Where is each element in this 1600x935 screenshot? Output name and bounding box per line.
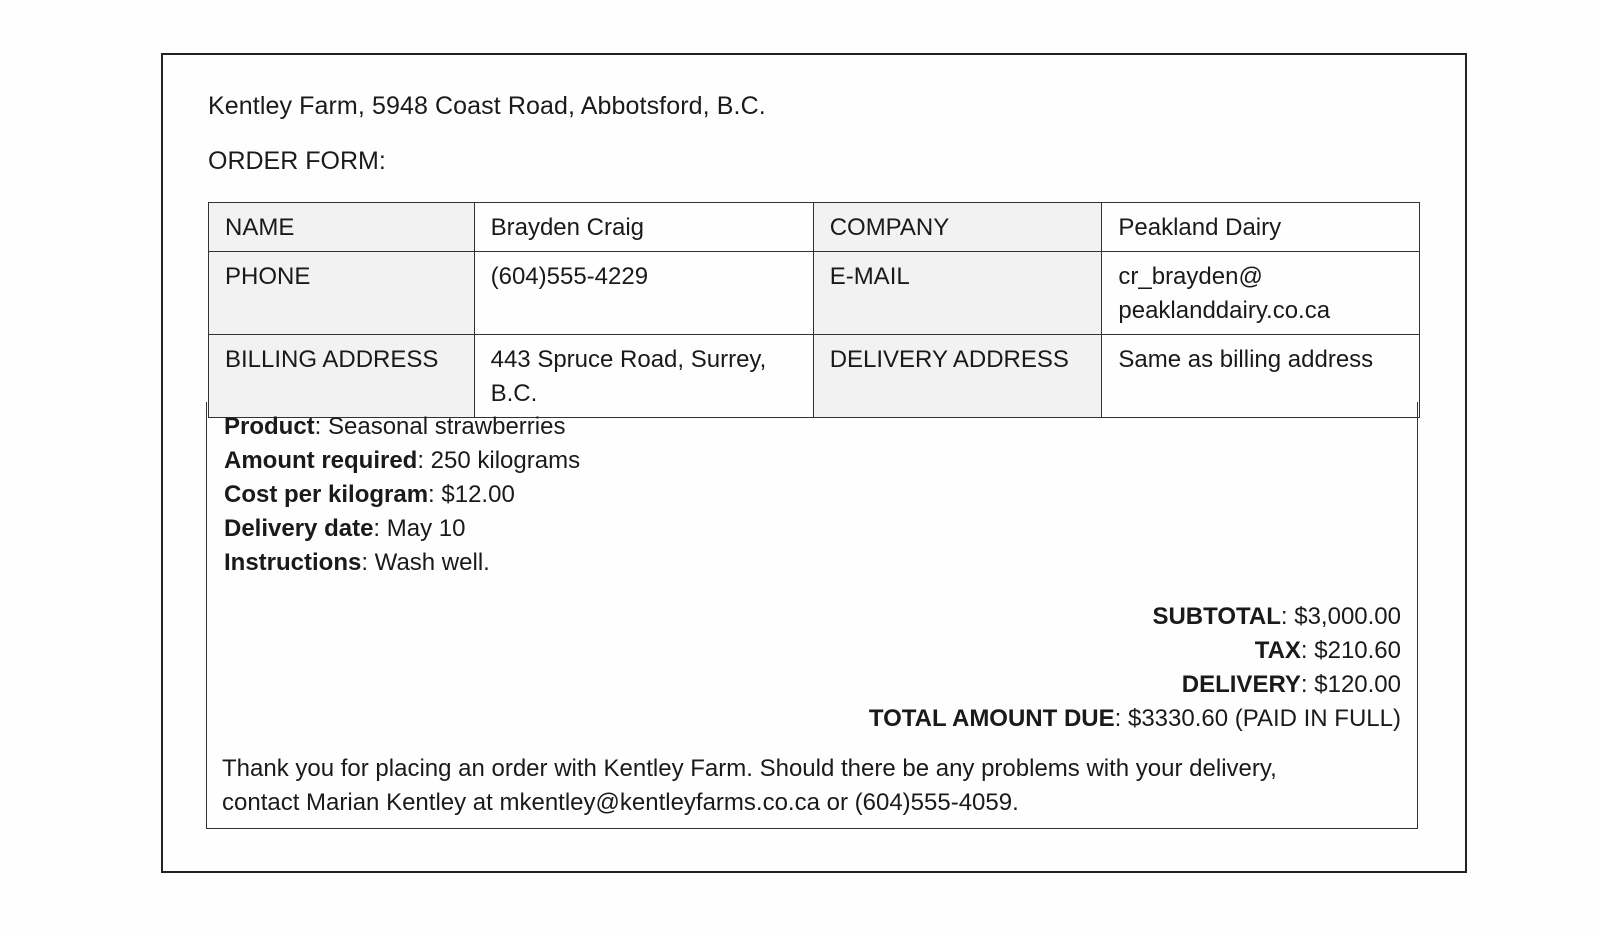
billing-address-label: BILLING ADDRESS [209,335,475,418]
product-line [224,410,580,444]
table-row [209,252,1420,335]
thank-you-line1: Thank you for placing an order with Kentley Farm. Should there be any problems with your delivery, [222,755,1277,782]
instructions-line [224,546,580,580]
total-due-label: TOTAL AMOUNT DUE [868,705,1115,732]
email-value-line2: peaklanddairy.co.ca [1118,297,1331,324]
tax-label: TAX [1254,637,1301,664]
delivery-date-label: Delivery date [224,515,374,542]
customer-info-table [208,202,1420,418]
total-due-line [869,702,1401,736]
product-label: Product [224,413,315,440]
email-label: E-MAIL [813,252,1102,335]
billing-address-line2: B.C. [490,380,538,407]
name-label: NAME [209,203,475,252]
instructions-value: : Wash well. [361,549,490,576]
farm-address: Kentley Farm, 5948 Coast Road, Abbotsford, B.C. [208,92,766,120]
tax-value: : $210.60 [1300,637,1401,664]
delivery-fee-label: DELIVERY [1181,671,1301,698]
cost-label: Cost per kilogram [224,481,429,508]
order-totals [869,600,1401,736]
email-value [1102,252,1420,335]
delivery-date-line [224,512,580,546]
phone-value: (604)555-4229 [474,252,813,335]
table-row [209,203,1420,252]
amount-value: : 250 kilograms [417,447,581,474]
cost-value: : $12.00 [428,481,515,508]
delivery-fee-line [869,668,1401,702]
email-value-line1: cr_brayden@ [1118,263,1263,290]
subtotal-value: : $3,000.00 [1280,603,1401,630]
company-value: Peakland Dairy [1102,203,1420,252]
product-value: : Seasonal strawberries [314,413,566,440]
delivery-address-label: DELIVERY ADDRESS [813,335,1102,418]
subtotal-line [869,600,1401,634]
name-value: Brayden Craig [474,203,813,252]
delivery-address-value: Same as billing address [1102,335,1420,418]
phone-label: PHONE [209,252,475,335]
subtotal-label: SUBTOTAL [1152,603,1281,630]
tax-line [869,634,1401,668]
amount-line [224,444,580,478]
instructions-label: Instructions [224,549,362,576]
delivery-date-value: : May 10 [373,515,466,542]
thank-you-line2: contact Marian Kentley at mkentley@kentleyfarms.co.ca or (604)555-4059. [222,789,1019,816]
company-label: COMPANY [813,203,1102,252]
delivery-fee-value: : $120.00 [1300,671,1401,698]
amount-label: Amount required [224,447,418,474]
billing-address-line1: 443 Spruce Road, Surrey, [490,346,767,373]
thank-you-note [222,752,1392,820]
total-due-value: : $3330.60 (PAID IN FULL) [1114,705,1401,732]
order-details [224,410,580,580]
cost-line [224,478,580,512]
form-title: ORDER FORM: [208,147,386,175]
